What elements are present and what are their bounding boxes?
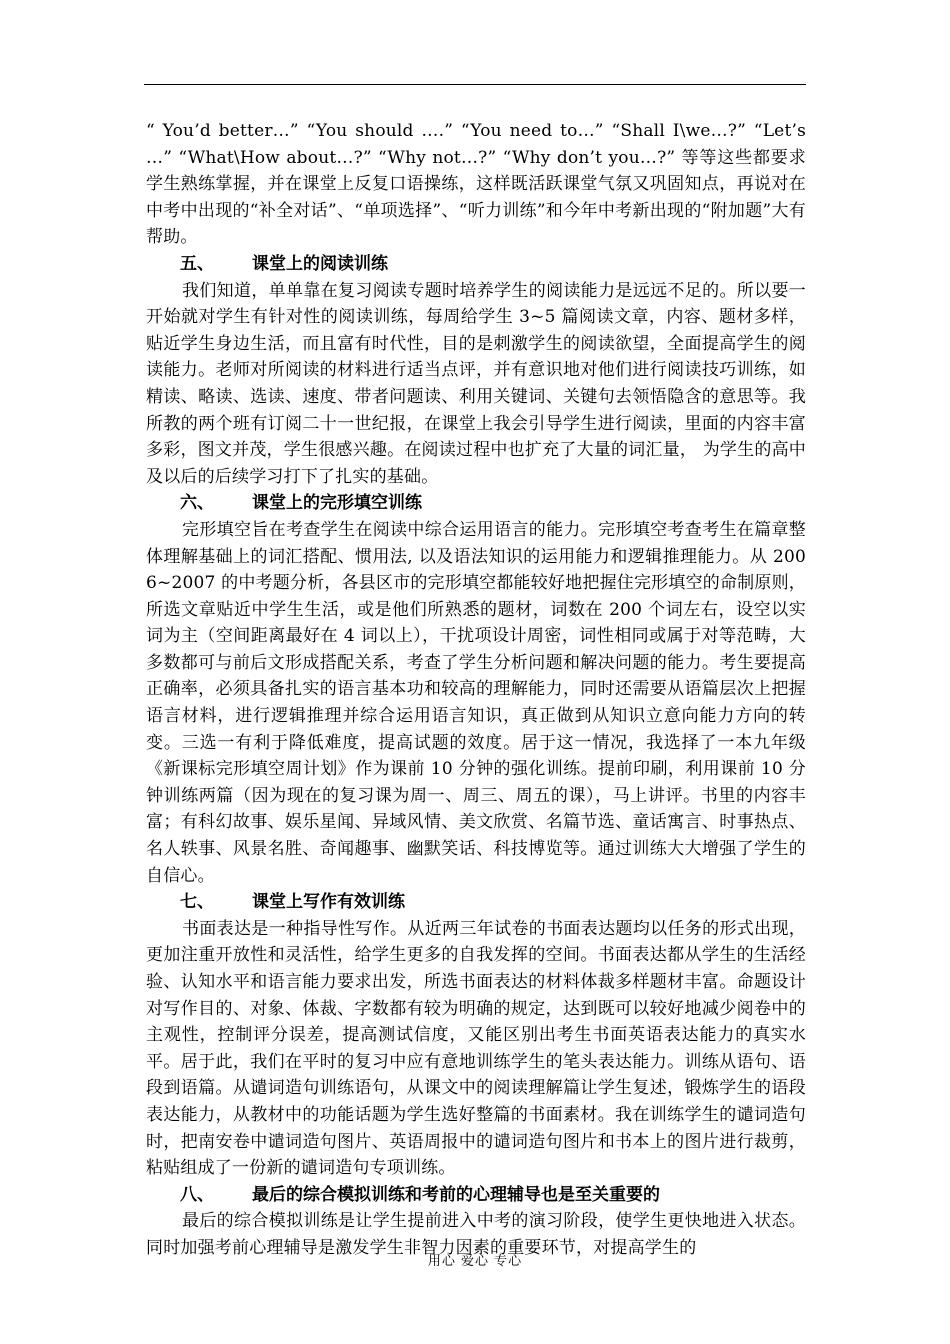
section-body-6: 完形填空旨在考查学生在阅读中综合运用语言的能力。完形填空考查考生在篇章整体理解基础上的词汇搭配、惯用法, 以及语法知识的运用能力和逻辑推理能力。从 2006~2007 的中考题分析，各县区市的完形填空都能较好地把握住完形填空的命制原则，所选文章贴近中学生生活，或是他们所熟悉的题材，词数在 200 个词左右，设空以实词为主（空间距离最好在 4 词以上），干扰项设计周密，词性相同或属于对等范畴，大多数都可与前后文形成搭配关系，考查了学生分析问题和解决问题的能力。考生要提高正确率，必须具备扎实的语言基本功和较高的理解能力，同时还需要从语篇层次上把握语言材料，进行逻辑推理并综合运用语言知识，真正做到从知识立意向能力方向的转变。三选一有利于降低难度，提高试题的效度。居于这一情况，我选择了一本九年级《新课标完形填空周计划》作为课前 10 分钟的强化训练。提前印刷，利用课前 10 分钟训练两篇（因为现在的复习课为周一、周三、周五的课），马上讲评。书里的内容丰富；有科幻故事、娱乐星闻、异域风情、美文欣赏、名篇节选、童话寓言、时事热点、名人轶事、风景名胜、奇闻趣事、幽默笑话、科技博览等。通过训练大大增强了学生的自信心。 xyxy=(146,519,806,886)
section-number: 五、 xyxy=(180,253,214,274)
section-number: 七、 xyxy=(180,892,214,913)
section-title: 最后的综合模拟训练和考前的心理辅导也是至关重要的 xyxy=(252,1184,660,1205)
section-heading-5 xyxy=(146,251,806,278)
intro-paragraph: “ You’d better…” “You should ….” “You need to…” “Shall I\we…?” “Let’s …” “What\How about…?” “Why not…?” “Why don’t you…?” 等等这些都要求学生熟练掌握，并在课堂上反复口语操练，这样既活跃课堂气氛又巩固知点，再说对在中考中出现的“补全对话”、“单项选择”、“听力训练”和今年中考新出现的“附加题”大有帮助。 xyxy=(146,121,806,248)
header-rule xyxy=(144,84,806,85)
section-body-5: 我们知道，单单靠在复习阅读专题时培养学生的阅读能力是远远不足的。所以要一开始就对学生有针对性的阅读训练，每周给学生 3~5 篇阅读文章，内容、题材多样，贴近学生身边生活，而且富有时代性，目的是刺激学生的阅读欲望，全面提高学生的阅读能力。老师对所阅读的材料进行适当点评，并有意识地对他们进行阅读技巧训练，如精读、略读、选读、速度、带者问题读、利用关键词、关键句去领悟隐含的意思等。我所教的两个班有订阅二十一世纪报，在课堂上我会引导学生进行阅读，里面的内容丰富多彩，图文并茂，学生很感兴趣。在阅读过程中也扩充了大量的词汇量， 为学生的高中及以后的后续学习打下了扎实的基础。 xyxy=(146,280,806,487)
document-body xyxy=(146,118,806,1262)
section-title: 课堂上的阅读训练 xyxy=(252,253,388,274)
section-body-7: 书面表达是一种指导性写作。从近两三年试卷的书面表达题均以任务的形式出现，更加注重开放性和灵活性，给学生更多的自我发挥的空间。书面表达都从学生的生活经验、认知水平和语言能力要求出发，所选书面表达的材料体裁多样题材丰富。命题设计对写作目的、对象、体裁、字数都有较为明确的规定，达到既可以较好地减少阅卷中的主观性，控制评分误差，提高测试信度，又能区别出考生书面英语表达能力的真实水平。居于此，我们在平时的复习中应有意地训练学生的笔头表达能力。训练从语句、语段到语篇。从谴词造句训练语句，从课文中的阅读理解篇让学生复述，锻炼学生的语段表达能力，从教材中的功能话题为学生选好整篇的书面素材。我在训练学生的谴词造句时，把南安卷中谴词造句图片、英语周报中的谴词造句图片和书本上的图片进行裁剪，粘贴组成了一份新的谴词造句专项训练。 xyxy=(146,918,806,1179)
section-number: 六、 xyxy=(180,493,214,514)
section-title: 课堂上写作有效训练 xyxy=(252,892,405,913)
section-heading-6 xyxy=(146,490,806,517)
section-heading-7 xyxy=(146,889,806,916)
section-title: 课堂上的完形填空训练 xyxy=(252,493,422,514)
page-footer: 用心 爱心 专心 xyxy=(427,1254,523,1269)
section-body-8: 最后的综合模拟训练是让学生提前进入中考的演习阶段，使学生更快地进入状态。同时加强考前心理辅导是激发学生非智力因素的重要环节，对提高学生的 xyxy=(146,1211,806,1258)
section-heading-8 xyxy=(146,1182,806,1209)
section-number: 八、 xyxy=(180,1184,214,1205)
